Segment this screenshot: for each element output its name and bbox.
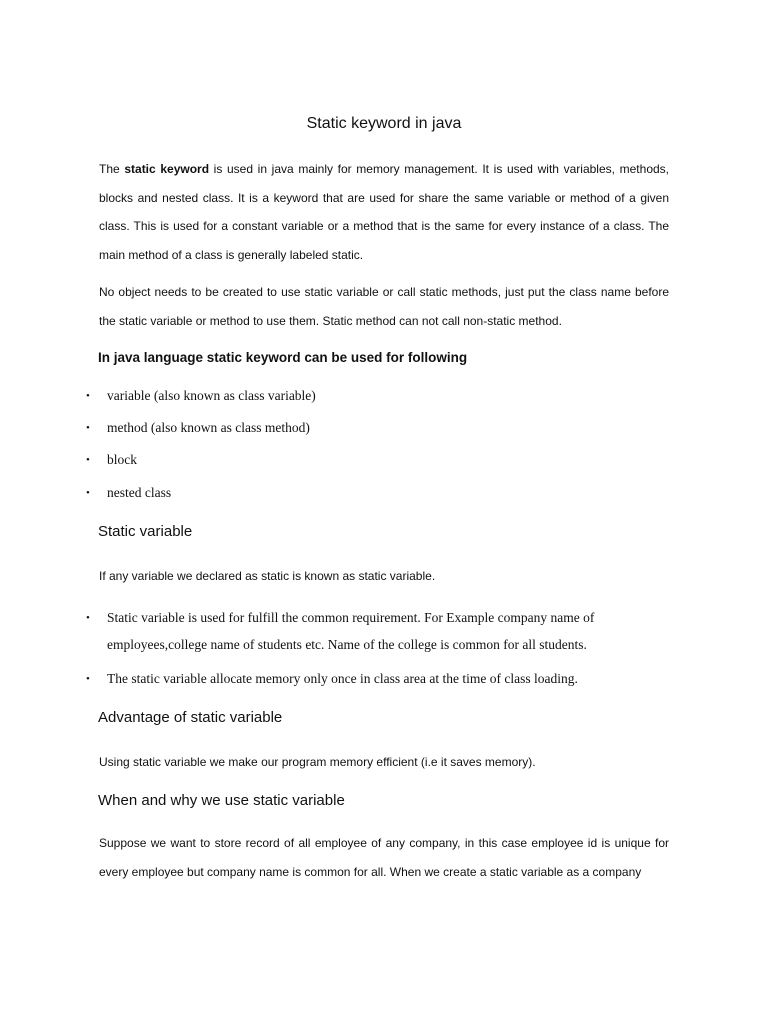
list-item-text: block	[107, 452, 137, 467]
list-item-text: method (also known as class method)	[107, 420, 310, 435]
bullet-icon: •	[86, 487, 90, 499]
intro-rest: is used in java mainly for memory management. It is used with variables, methods, blocks and nested class. It is a keyword that are used for share the same variable or method of a given class. This is used for a constant variable or a method that is the same for every instance of a class. The main method of a class is generally labeled static.	[99, 162, 669, 262]
advantage-text: Using static variable we make our program memory efficient (i.e it saves memory).	[99, 755, 536, 769]
object-paragraph: No object needs to be created to use static variable or call static methods, just put the class name before the static variable or method to use them. Static method can not call non-static method.	[99, 285, 669, 328]
intro-paragraph	[99, 155, 669, 269]
intro-bold-term: static keyword	[124, 162, 210, 176]
bullet-icon: •	[86, 612, 90, 624]
list-item-text: variable (also known as class variable)	[107, 388, 316, 403]
static-variable-text: If any variable we declared as static is known as static variable.	[99, 569, 436, 583]
list-item-text: The static variable allocate memory only once in class area at the time of class loading.	[107, 671, 578, 686]
bullet-icon: •	[86, 673, 90, 685]
page-title: Static keyword in java	[306, 115, 462, 132]
intro-prefix: The	[99, 162, 125, 176]
bullet-icon: •	[86, 454, 90, 466]
advantage-heading: Advantage of static variable	[98, 709, 283, 726]
bullet-icon: •	[86, 422, 90, 434]
static-variable-heading: Static variable	[98, 523, 193, 540]
when-why-text: Suppose we want to store record of all employee of any company, in this case employee id is unique for every employee but company name is common for all. When we create a static variable as a company	[99, 836, 669, 879]
bullet-icon: •	[86, 390, 90, 402]
list-item-text: nested class	[107, 485, 172, 500]
list-item-text: Static variable is used for fulfill the common requirement. For Example company name of employees,college name of students etc. Name of the college is common for all students.	[107, 610, 595, 652]
when-why-heading: When and why we use static variable	[98, 792, 345, 809]
uses-heading: In java language static keyword can be used for following	[98, 350, 468, 365]
